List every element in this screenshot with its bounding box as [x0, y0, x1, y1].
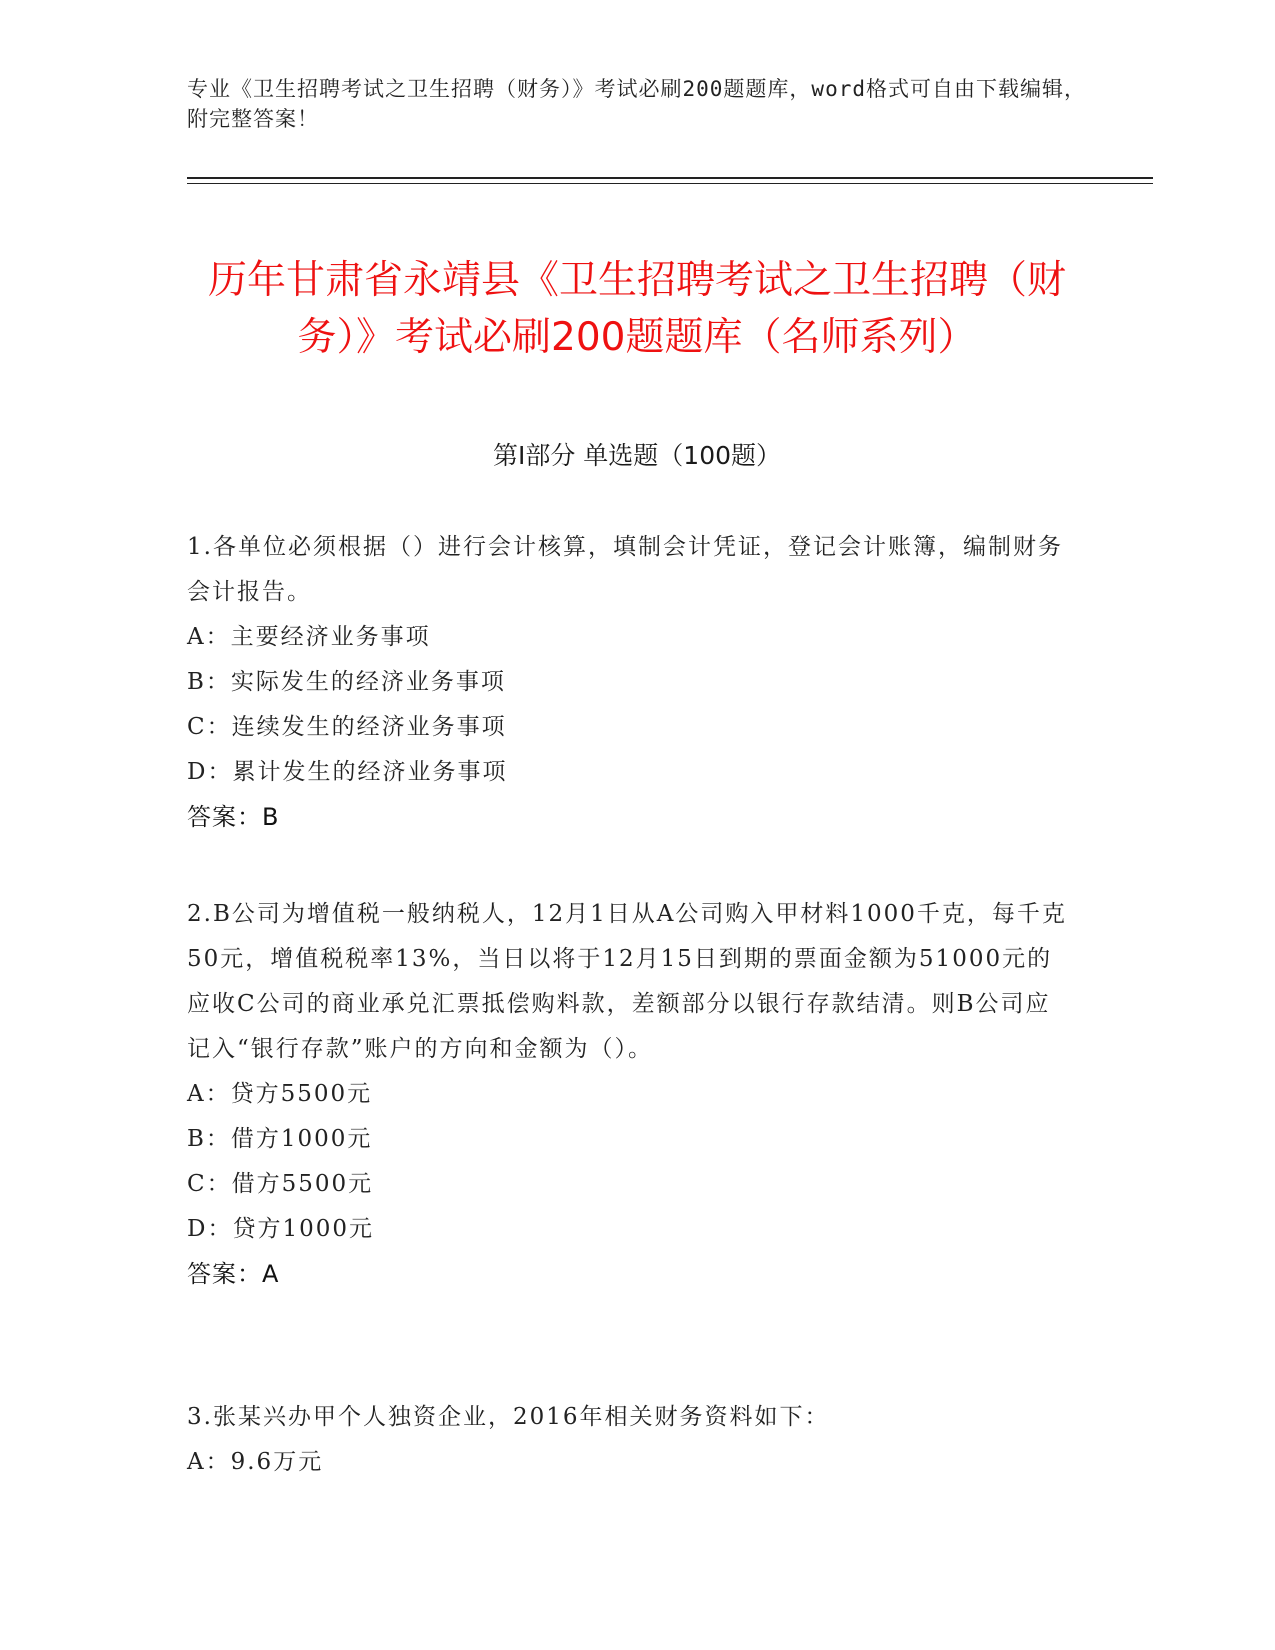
question-stem: 1.各单位必须根据（）进行会计核算，填制会计凭证，登记会计账簿，编制财务会计报告。: [187, 534, 1063, 605]
answer-line: 答案：B: [187, 803, 280, 831]
section-title: 第I部分 单选题（100题）: [492, 441, 782, 470]
question-stem: 3.张某兴办甲个人独资企业，2016年相关财务资料如下：: [187, 1404, 830, 1430]
question-stem: 2.B公司为增值税一般纳税人，12月1日从A公司购入甲材料1000千克，每千克50元，增值税税率13%，当日以将于12月15日到期的票面金额为51000元的应收C公司的商业承兑汇票抵偿购料款，差额部分以银行存款结清。则B公司应记入“银行存款”账户的方向和金额为（）。: [187, 901, 1067, 1062]
question-2: [187, 892, 1067, 1297]
option-b: B：实际发生的经济业务事项: [187, 669, 506, 695]
option-a: A：9.6万元: [187, 1449, 324, 1475]
option-c: C：借方5500元: [187, 1171, 374, 1197]
option-d: D：贷方1000元: [187, 1216, 374, 1242]
option-a: A：贷方5500元: [187, 1081, 373, 1107]
answer-line: 答案：A: [187, 1260, 280, 1288]
header-rule-thin: [187, 183, 1153, 184]
question-1: [187, 525, 1067, 840]
header-rule-thick: [187, 177, 1153, 179]
option-b: B：借方1000元: [187, 1126, 373, 1152]
question-3: [187, 1395, 1067, 1485]
option-a: A：主要经济业务事项: [187, 624, 431, 650]
option-d: D：累计发生的经济业务事项: [187, 759, 508, 785]
header-note: 专业《卫生招聘考试之卫生招聘（财务）》考试必刷200题题库，word格式可自由下载编辑，附完整答案！: [187, 77, 1086, 131]
document-title: 历年甘肃省永靖县《卫生招聘考试之卫生招聘（财务）》考试必刷200题题库（名师系列）: [207, 258, 1066, 361]
option-c: C：连续发生的经济业务事项: [187, 714, 507, 740]
